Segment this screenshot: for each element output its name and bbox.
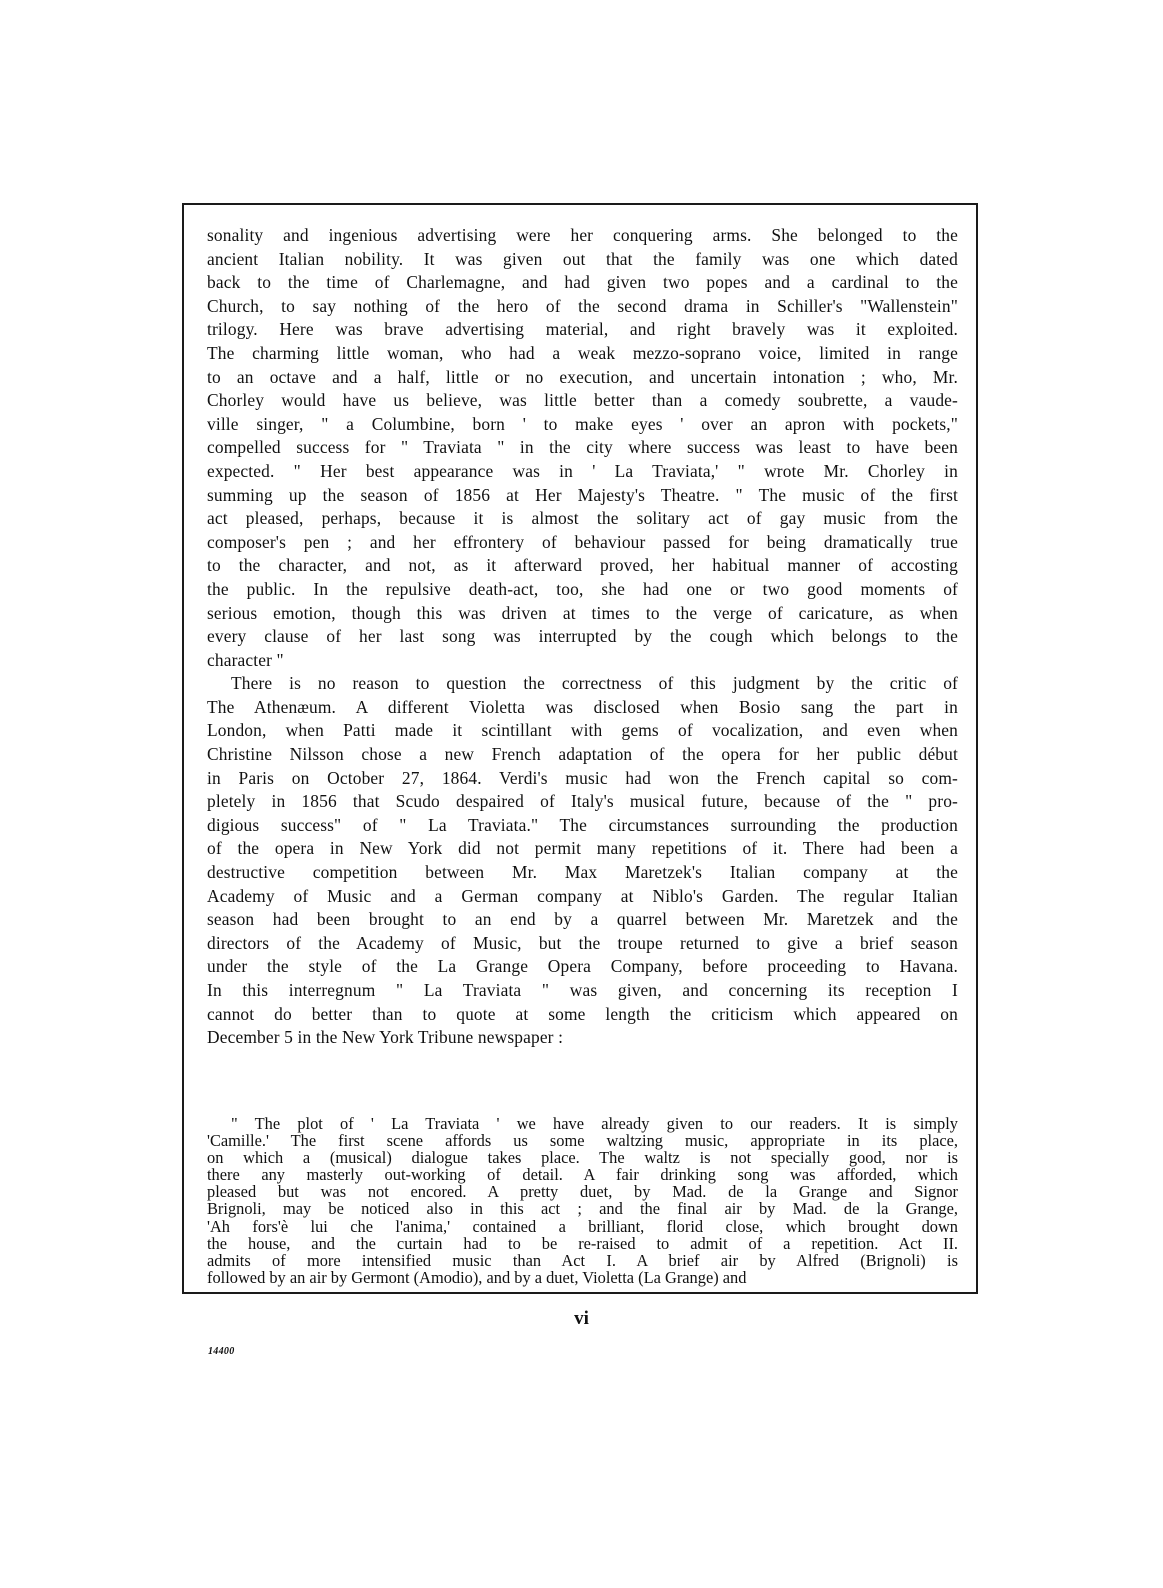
text-line: to an octave and a half, little or no execution, and uncertain intonation ; who, Mr. (207, 366, 958, 387)
text-line: ancient Italian nobility. It was given out that the family was one which dated (207, 248, 958, 269)
text-line: There is no reason to question the correctness of this judgment by the critic of (231, 673, 958, 694)
text-line: Christine Nilsson chose a new French adaptation of the opera for her public début (207, 744, 958, 765)
text-line: composer's pen ; and her effrontery of behaviour passed for being dramatically true (207, 531, 958, 552)
quote-line: 'Camille.' The first scene affords us some waltzing music, appropriate in its place, (207, 1131, 958, 1151)
text-line: December 5 in the New York Tribune newspaper : (207, 1027, 564, 1048)
text-line: in Paris on October 27, 1864. Verdi's music had won the French capital so com- (207, 767, 958, 788)
text-line: The Athenæum. A different Violetta was disclosed when Bosio sang the part in (207, 696, 958, 717)
quote-line: the house, and the curtain had to be re-raised to admit of a repetition. Act II. (207, 1233, 958, 1253)
quote-line: Brignoli, may be noticed also in this act ; and the final air by Mad. de la Grange, (207, 1199, 958, 1219)
text-line: every clause of her last song was interrupted by the cough which belongs to the (207, 626, 958, 647)
text-line: character " (207, 649, 284, 670)
text-line: sonality and ingenious advertising were her conquering arms. She belonged to the (207, 225, 958, 245)
text-line: of the opera in New York did not permit many repetitions of it. There had been a (207, 838, 958, 859)
quote-line: followed by an air by Germont (Amodio), and by a duet, Violetta (La Grange) and (207, 1267, 747, 1287)
text-line: The charming little woman, who had a weak mezzo-soprano voice, limited in range (207, 342, 958, 363)
paragraph-athenaeum (207, 672, 958, 1050)
text-line: back to the time of Charlemagne, and had given two popes and a cardinal to the (207, 272, 958, 293)
text-line: London, when Patti made it scintillant with gems of vocalization, and even when (207, 720, 958, 741)
quote-line: admits of more intensified music than Act I. A brief air by Alfred (Brignoli) is (207, 1250, 958, 1270)
text-line: Church, to say nothing of the hero of the second drama in Schiller's "Wallenstein" (207, 295, 958, 316)
text-line: digious success" of " La Traviata." The circumstances surrounding the production (207, 814, 958, 835)
text-line: trilogy. Here was brave advertising material, and right bravely was it exploited. (207, 319, 958, 340)
quote-line: pleased but was not encored. A pretty duet, by Mad. de la Grange and Signor (207, 1182, 958, 1202)
text-line: Chorley would have us believe, was little better than a comedy soubrette, a vaude- (207, 390, 958, 411)
catalog-number: 14400 (208, 1346, 235, 1357)
text-line: pletely in 1856 that Scudo despaired of Italy's musical future, because of the " pro- (207, 791, 958, 812)
text-line: act pleased, perhaps, because it is almost the solitary act of gay music from the (207, 508, 958, 529)
text-line: season had been brought to an end by a quarrel between Mr. Maretzek and the (207, 909, 958, 930)
page-number: vi (574, 1308, 589, 1329)
paragraph-continued (207, 224, 958, 672)
text-line: directors of the Academy of Music, but the troupe returned to give a brief season (207, 932, 958, 953)
text-line: summing up the season of 1856 at Her Majesty's Theatre. " The music of the first (207, 484, 958, 505)
text-line: Academy of Music and a German company at Niblo's Garden. The regular Italian (207, 885, 958, 906)
text-line: In this interregnum " La Traviata " was given, and concerning its reception I (207, 980, 958, 1000)
text-line: compelled success for " Traviata " in the city where success was least to have been (207, 437, 958, 458)
text-line: cannot do better than to quote at some length the criticism which appeared on (207, 1003, 958, 1024)
quote-line: there any masterly out-working of detail. A fair drinking song was afforded, which (207, 1165, 958, 1185)
text-line: to the character, and not, as it afterward proved, her habitual manner of accosting (207, 555, 958, 576)
tribune-quotation (207, 1115, 958, 1286)
text-line: the public. In the repulsive death-act, too, she had one or two good moments of (207, 578, 958, 599)
text-line: under the style of the La Grange Opera Company, before proceeding to Havana. (207, 956, 958, 977)
text-line: serious emotion, though this was driven at times to the verge of caricature, as when (207, 602, 958, 623)
quote-line: on which a (musical) dialogue takes place. The waltz is not specially good, nor is (207, 1148, 958, 1168)
text-line: ville singer, " a Columbine, born ' to make eyes ' over an apron with pockets," (207, 413, 958, 434)
text-line: destructive competition between Mr. Max Maretzek's Italian company at the (207, 862, 958, 883)
quote-line: 'Ah fors'è lui che l'anima,' contained a brilliant, florid close, which brought down (207, 1216, 958, 1236)
body-text (207, 224, 958, 1050)
quote-line: " The plot of ' La Traviata ' we have already given to our readers. It is simply (231, 1114, 958, 1133)
text-line: expected. " Her best appearance was in ' La Traviata,' " wrote Mr. Chorley in (207, 460, 958, 481)
